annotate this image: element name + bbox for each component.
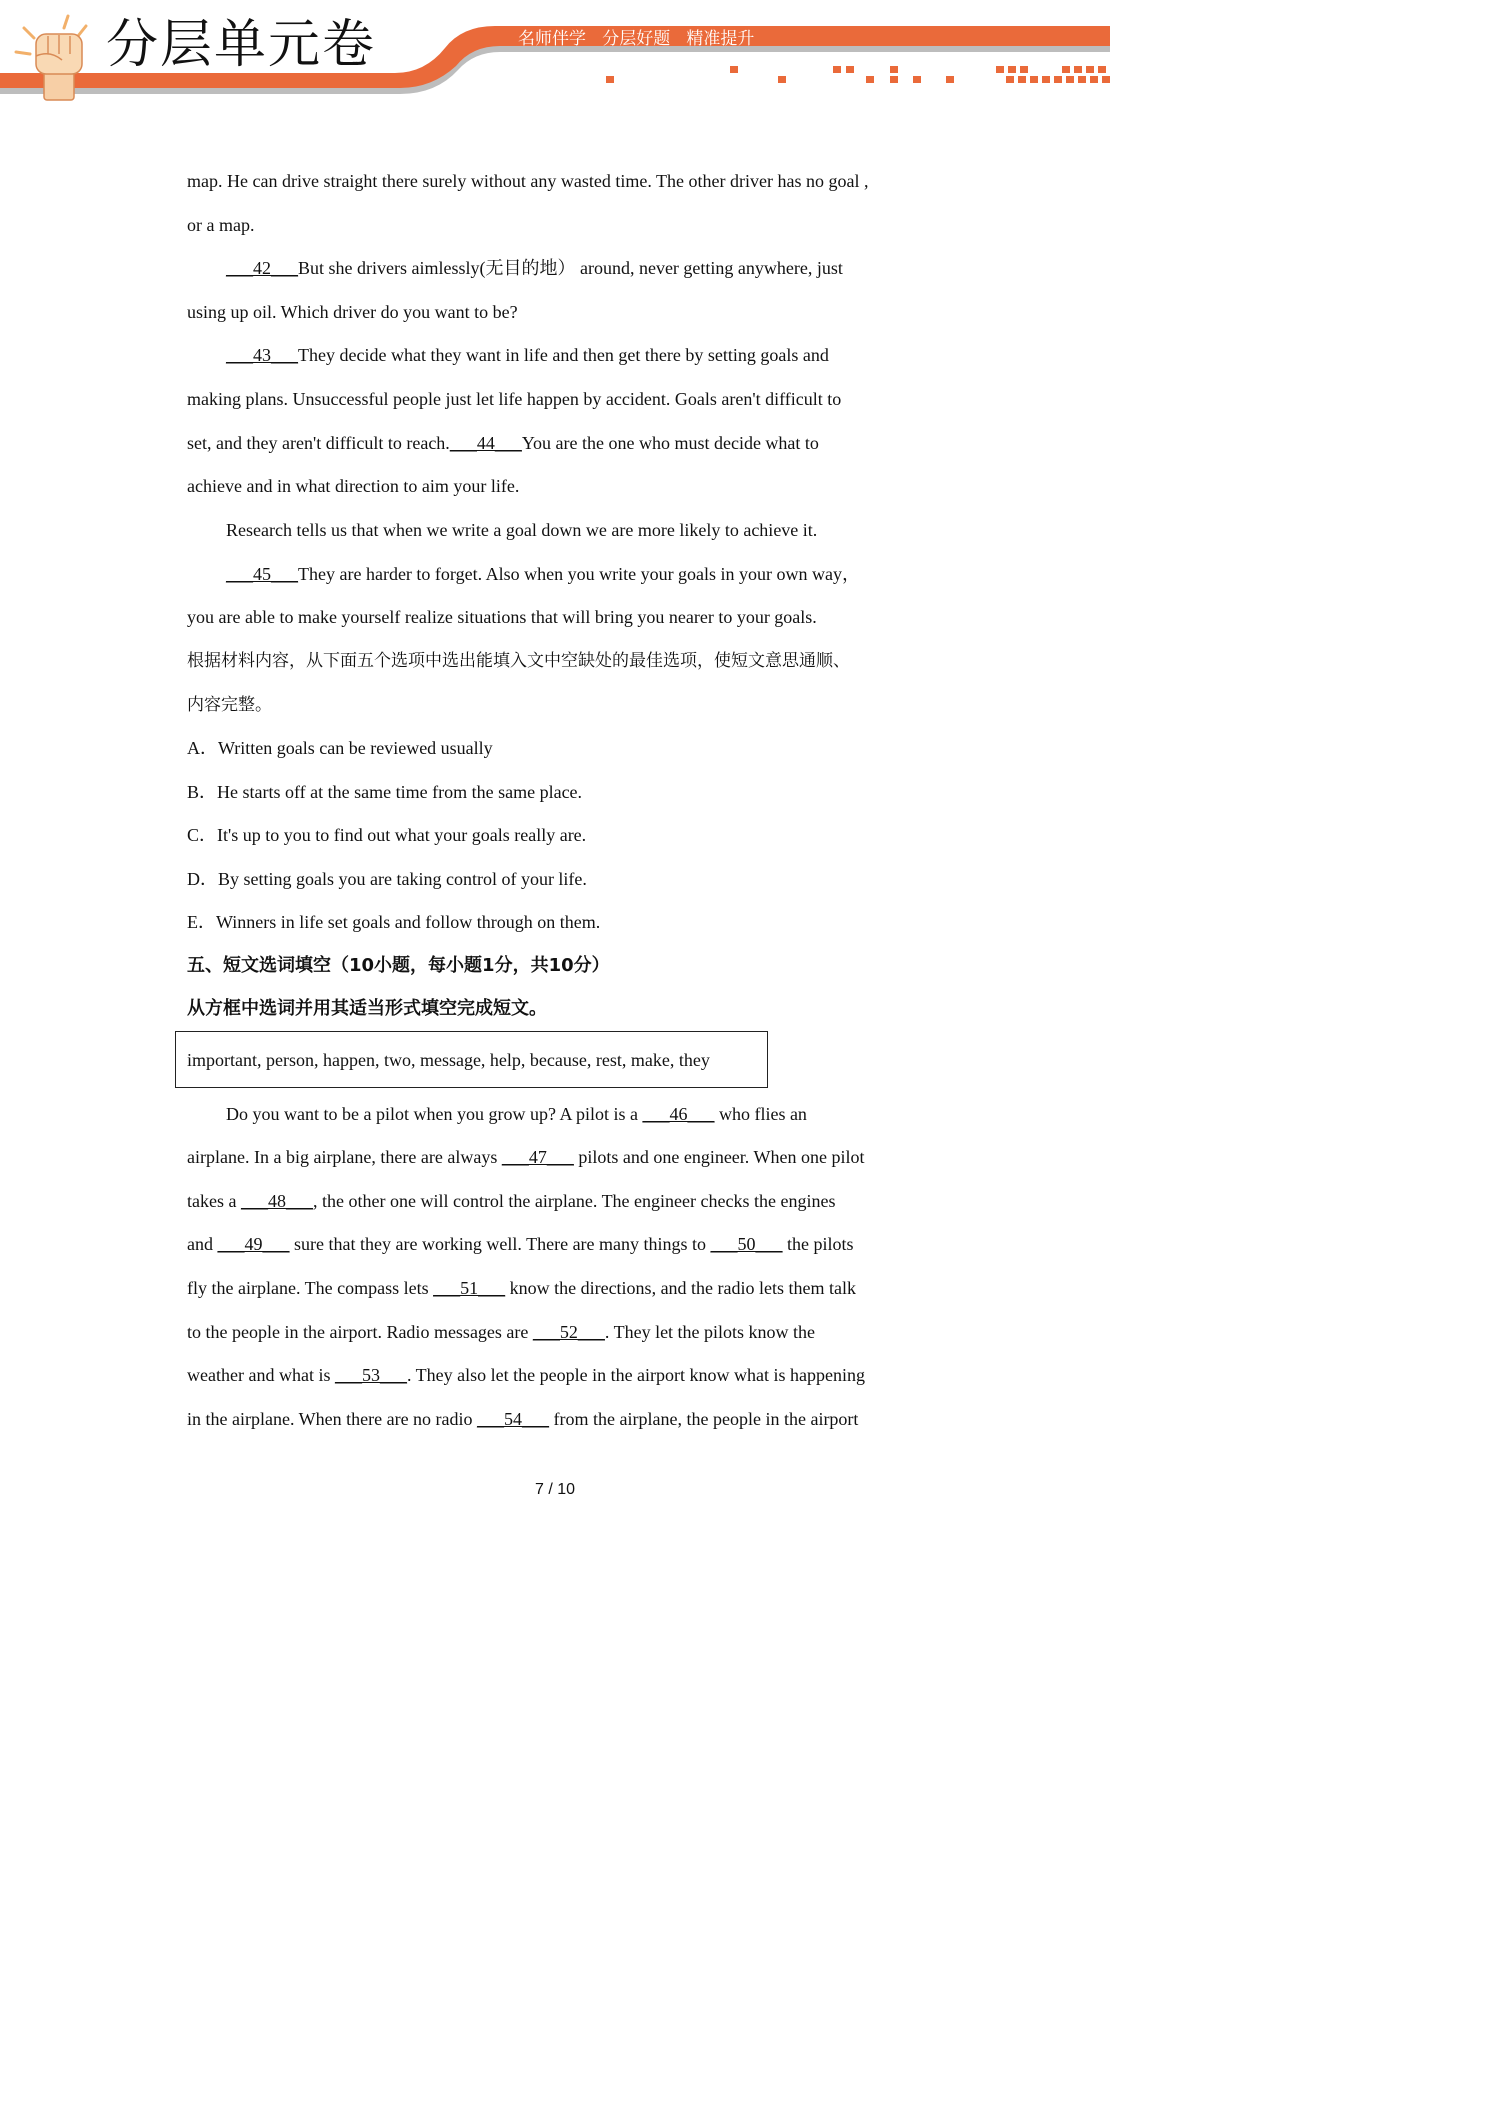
passage2-line <box>187 1408 858 1430</box>
passage-line: using up oil. Which driver do you want to be? <box>187 302 518 322</box>
instruction-line: 内容完整。 <box>187 695 272 715</box>
passage-line: or a map. <box>187 215 255 235</box>
option-c: C．It's up to you to find out what your goals really are. <box>187 825 587 845</box>
blank-54[interactable]: ___54___ <box>477 1409 550 1429</box>
word-box <box>175 1031 768 1088</box>
blank-44[interactable]: ___44___ <box>449 433 522 453</box>
blank-51[interactable]: ___51___ <box>433 1278 506 1298</box>
passage-text: , the other one will control the airplane. The engineer checks the engines <box>312 1191 836 1211</box>
option-d: D．By setting goals you are taking control of your life. <box>187 869 587 889</box>
brand-title: 分层单元卷 <box>106 15 377 75</box>
header-slogan: 名师伴学 分层好题 精准提升 <box>518 29 755 49</box>
passage-text: set, and they aren't difficult to reach. <box>187 433 450 453</box>
passage-text: and <box>187 1234 218 1254</box>
passage-text: fly the airplane. The compass lets <box>187 1278 434 1298</box>
passage-line: achieve and in what direction to aim your life. <box>187 476 520 496</box>
passage-text: the pilots <box>782 1234 854 1254</box>
passage-text: But she drivers aimlessly(无目的地） around, never getting anywhere, just <box>298 258 843 278</box>
blank-52[interactable]: ___52___ <box>532 1322 605 1342</box>
blank-43[interactable]: ___43___ <box>226 345 298 365</box>
option-a: A．Written goals can be reviewed usually <box>187 738 493 758</box>
passage2-line <box>187 1277 856 1299</box>
passage-text: pilots and one engineer. When one pilot <box>573 1147 865 1167</box>
passage-line <box>187 432 819 454</box>
passage-text: You are the one who must decide what to <box>521 433 819 453</box>
passage-text: from the airplane, the people in the airport <box>549 1409 859 1429</box>
blank-48[interactable]: ___48___ <box>240 1191 313 1211</box>
section-subheading: 从方框中选词并用其适当形式填空完成短文。 <box>187 998 547 1019</box>
section-heading: 五、短文选词填空（10小题，每小题1分，共10分） <box>187 955 610 976</box>
passage2-line <box>226 1103 807 1125</box>
passage-line: making plans. Unsuccessful people just let life happen by accident. Goals aren't difficult to <box>187 389 842 409</box>
passage-text: They decide what they want in life and then get there by setting goals and <box>298 345 829 365</box>
passage2-line <box>187 1364 865 1386</box>
page-number: 7 / 10 <box>534 1481 576 1498</box>
passage-text: know the directions, and the radio lets them talk <box>505 1278 857 1298</box>
blank-42[interactable]: ___42___ <box>226 258 298 278</box>
blank-49[interactable]: ___49___ <box>217 1234 290 1254</box>
passage-line: map. He can drive straight there surely without any wasted time. The other driver has no goal , <box>187 171 869 191</box>
passage2-line <box>187 1321 815 1343</box>
passage2-line <box>187 1233 854 1255</box>
passage-text: airplane. In a big airplane, there are always <box>187 1147 502 1167</box>
passage-text: who flies an <box>714 1104 807 1124</box>
option-e: E．Winners in life set goals and follow through on them. <box>187 912 601 932</box>
passage-line <box>226 257 843 279</box>
passage-text: takes a <box>187 1191 241 1211</box>
passage-text: to the people in the airport. Radio messages are <box>187 1322 533 1342</box>
blank-53[interactable]: ___53___ <box>334 1365 407 1385</box>
passage2-line <box>187 1146 864 1168</box>
passage-text: weather and what is <box>187 1365 335 1385</box>
passage-line: Research tells us that when we write a goal down we are more likely to achieve it. <box>226 520 818 540</box>
blank-47[interactable]: ___47___ <box>501 1147 574 1167</box>
passage-line <box>226 344 829 366</box>
passage-text: . They let the pilots know the <box>604 1322 816 1342</box>
page-header <box>0 0 1110 110</box>
blank-45[interactable]: ___45___ <box>226 564 298 584</box>
passage-text: Do you want to be a pilot when you grow up? A pilot is a <box>226 1104 643 1124</box>
passage-text: in the airplane. When there are no radio <box>187 1409 478 1429</box>
passage2-line <box>187 1190 835 1212</box>
passage-text: They are harder to forget. Also when you write your goals in your own way， <box>298 564 861 584</box>
blank-50[interactable]: ___50___ <box>710 1234 783 1254</box>
option-b: B．He starts off at the same time from the same place. <box>187 782 583 802</box>
passage-text: . They also let the people in the airport know what is happening <box>406 1365 866 1385</box>
instruction-line: 根据材料内容，从下面五个选项中选出能填入文中空缺处的最佳选项，使短文意思通顺、 <box>187 651 850 671</box>
passage-line: you are able to make yourself realize situations that will bring you nearer to your goals. <box>187 607 817 627</box>
decorative-dots <box>0 0 1110 110</box>
word-box-text: important, person, happen, two, message, help, because, rest, make, they <box>187 1050 710 1070</box>
passage-line <box>226 563 860 585</box>
passage-text: sure that they are working well. There are many things to <box>289 1234 711 1254</box>
blank-46[interactable]: ___46___ <box>642 1104 715 1124</box>
